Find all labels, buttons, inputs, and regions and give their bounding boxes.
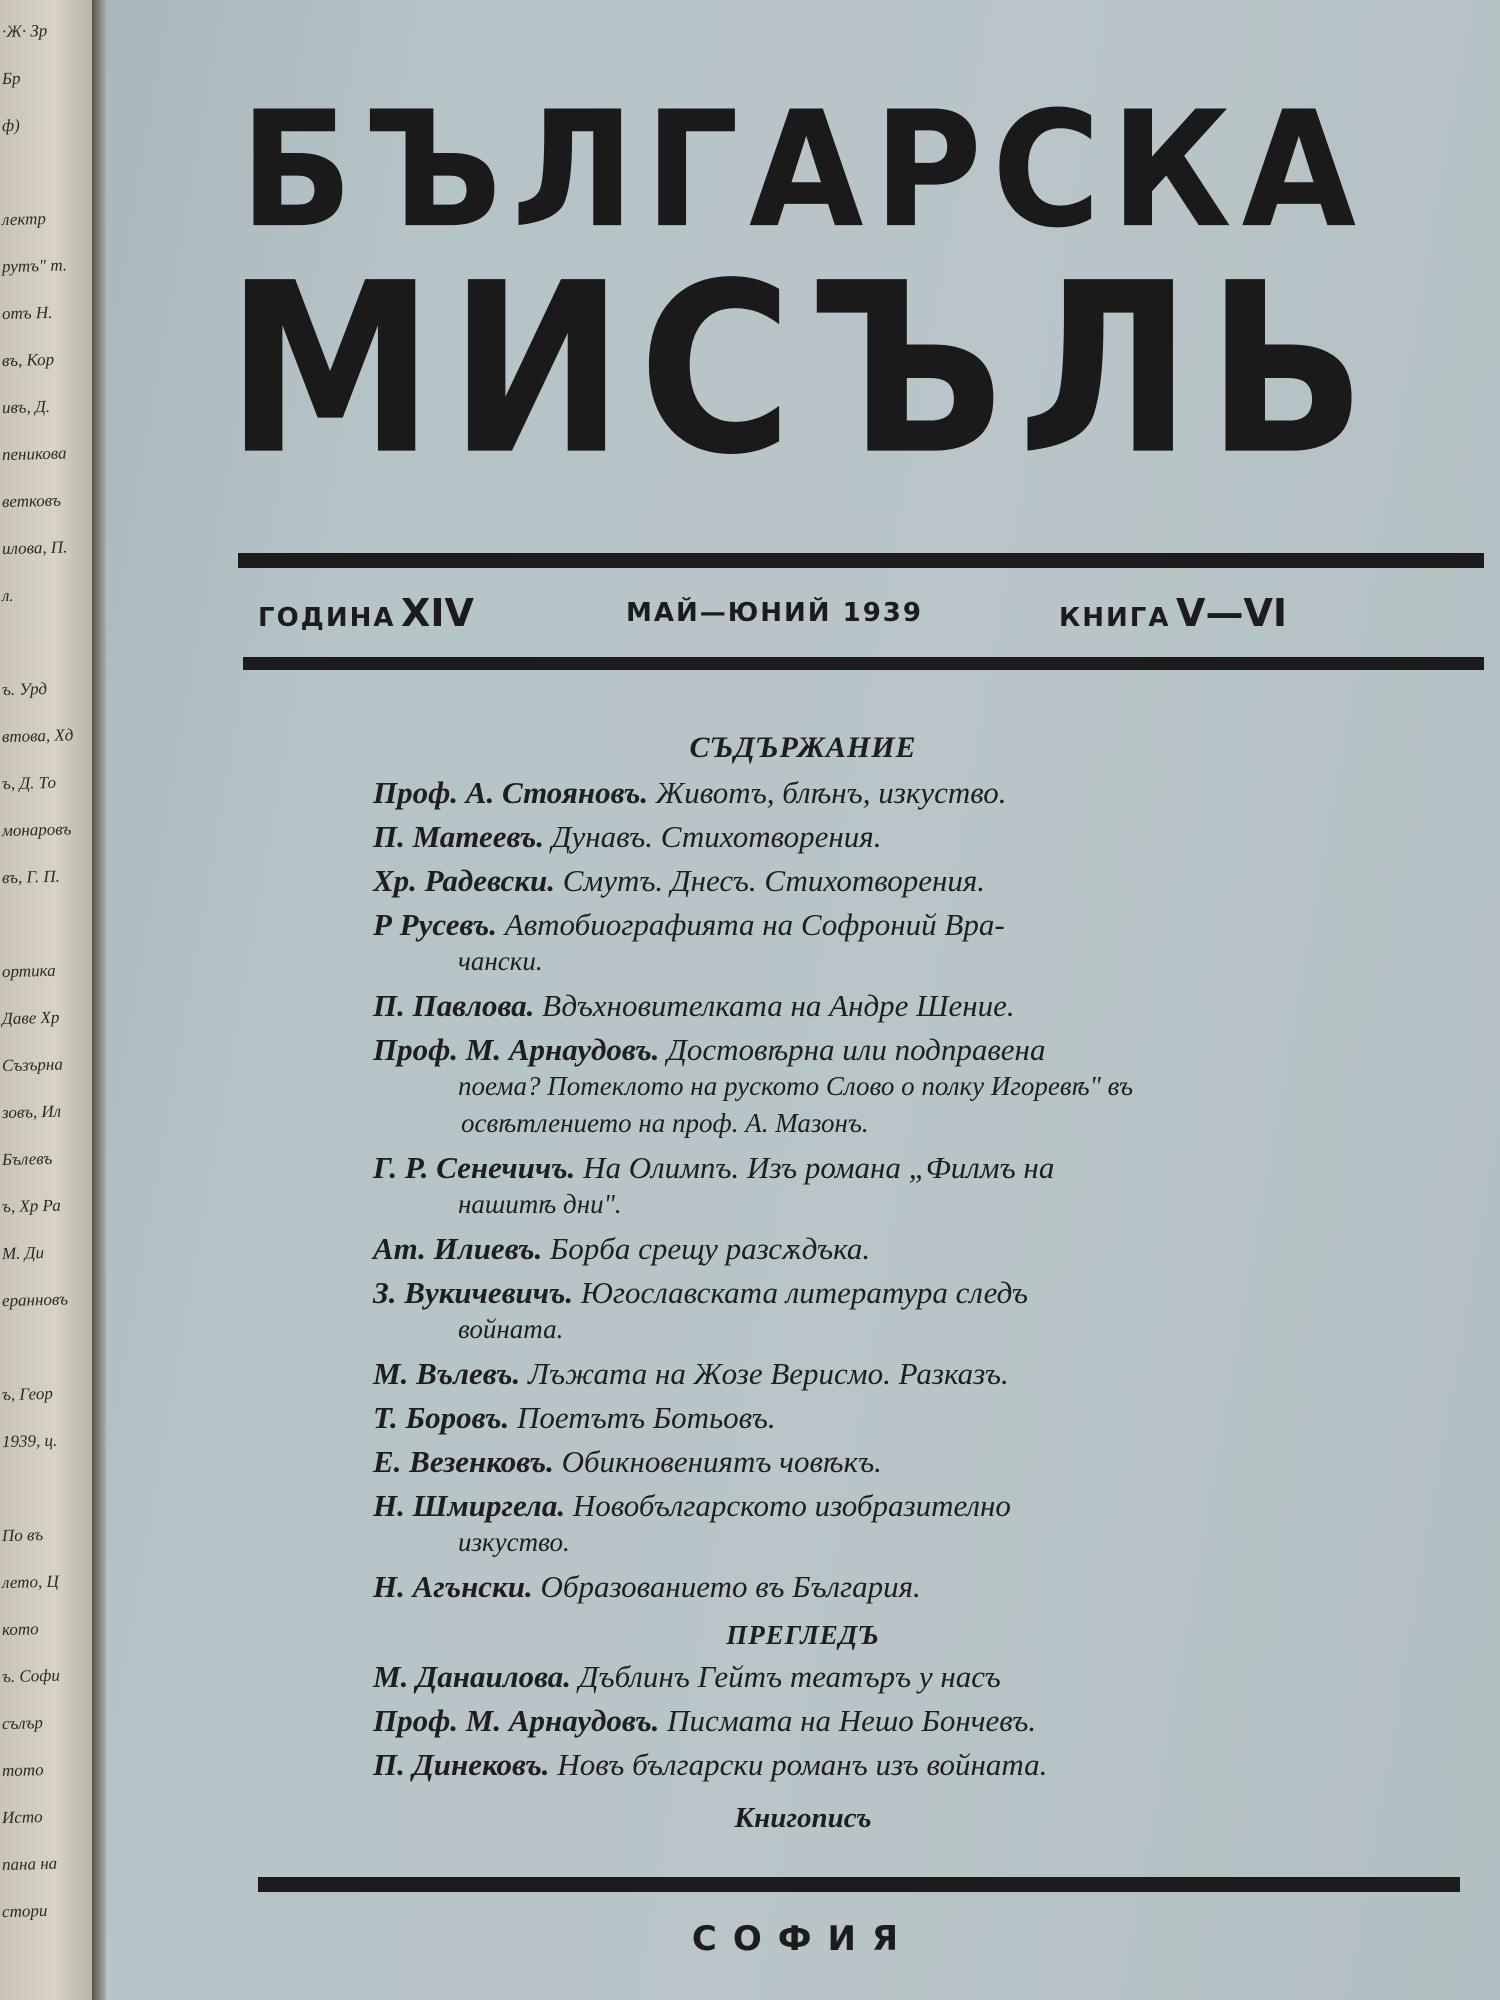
entry-title: Вдъхновителката на Андре Шение. xyxy=(542,988,1015,1023)
facing-page-text-fragment xyxy=(2,1335,90,1337)
contents-entry xyxy=(373,1487,1236,1568)
facing-page-text-fragment: л. xyxy=(1,585,14,606)
contents-entry xyxy=(373,1443,1236,1487)
entry-title: Смутъ. Днесъ. Стихотворения. xyxy=(562,863,986,898)
review-entry xyxy=(373,1702,1236,1746)
facing-page-text-fragment xyxy=(2,1476,90,1478)
facing-page-text-fragment: ивъ, Д. xyxy=(1,396,51,418)
facing-page-text-fragment: еранновъ xyxy=(1,1289,69,1311)
contents-entry xyxy=(373,774,1236,818)
facing-page-text-fragment: ф) xyxy=(1,115,20,136)
contents-entry xyxy=(373,1399,1236,1443)
entry-title: Поетътъ Ботьовъ. xyxy=(516,1400,776,1435)
facing-page-text-fragment: отъ Н. xyxy=(1,302,53,324)
facing-page-text-fragment: пана на xyxy=(1,1853,58,1875)
entry-author: М. Данаилова. xyxy=(373,1659,571,1694)
facing-page-text-fragment: ъ, Хр Ра xyxy=(1,1195,61,1217)
contents-entry xyxy=(373,1568,1236,1612)
entry-author: Н. Агънски. xyxy=(373,1569,533,1604)
facing-page-strip xyxy=(0,0,92,2000)
facing-page-text-fragment: ъ. Урд xyxy=(1,678,48,700)
magazine-cover xyxy=(106,0,1500,2000)
bottom-rule xyxy=(258,1877,1460,1892)
entry-continuation: нашитѣ дни". xyxy=(458,1189,622,1219)
issue-year xyxy=(258,585,474,649)
entry-title: Автобиографията на Софроний Вра- xyxy=(504,907,1005,942)
entry-author: П. Динековъ. xyxy=(373,1747,550,1782)
facing-page-text-fragment: ъ. Софи xyxy=(1,1665,61,1687)
entry-author: Р Русевъ. xyxy=(373,907,498,942)
review-entry xyxy=(373,1658,1236,1702)
facing-page-text-fragment: Даве Хр xyxy=(1,1007,60,1029)
facing-page-text-fragment: монаровъ xyxy=(1,819,72,841)
contents-list xyxy=(106,774,1500,1612)
facing-page-text-fragment: Съзърна xyxy=(1,1054,64,1076)
entry-title: Образованието въ България. xyxy=(540,1569,921,1604)
year-label: ГОДИНА xyxy=(258,603,396,633)
year-value: XIV xyxy=(401,591,474,635)
facing-page-text-fragment: пеникова xyxy=(1,443,67,465)
entry-title: Достовѣрна или подправена xyxy=(667,1032,1046,1067)
issue-date xyxy=(626,585,923,644)
facing-page-text-fragment: въ, Кор xyxy=(1,349,55,371)
entry-title: На Олимпъ. Изъ романа „Филмъ на xyxy=(583,1150,1055,1185)
entry-author: Е. Везенковъ. xyxy=(373,1444,554,1479)
table-of-contents xyxy=(106,722,1500,1846)
facing-page-text-fragment: лето, Ц xyxy=(1,1571,59,1593)
entry-author: Проф. М. Арнаудовъ. xyxy=(373,1032,660,1067)
entry-continuation: поема? Потеклото на руското Слово о полку Игоревѣ" въ освѣтлението на проф. А. Мазонъ. xyxy=(458,1071,1134,1138)
contents-entry xyxy=(373,1274,1236,1355)
contents-entry xyxy=(373,1149,1236,1230)
facing-page-text-fragment: ъ, Геор xyxy=(1,1383,54,1405)
entry-continuation: изкуство. xyxy=(458,1527,570,1557)
facing-page-text-fragment: сълър xyxy=(1,1713,44,1734)
facing-page-text-fragment: М. Ди xyxy=(1,1243,45,1264)
review-list xyxy=(106,1658,1500,1790)
facing-page-text-fragment: ъ, Д. То xyxy=(1,772,57,794)
contents-entry xyxy=(373,987,1236,1031)
facing-page-text-fragment: Бълевъ xyxy=(1,1148,53,1170)
book-gutter xyxy=(92,0,106,2000)
facing-page-text-fragment: 1939, ц. xyxy=(1,1430,58,1452)
entry-author: Т. Боровъ. xyxy=(373,1400,510,1435)
contents-entry xyxy=(373,862,1236,906)
title-line-1: БЪЛГАРСКА xyxy=(239,77,1367,263)
entry-author: Ат. Илиевъ. xyxy=(373,1231,543,1266)
facing-page-text-fragment: ортика xyxy=(1,960,56,982)
facing-page-text-fragment xyxy=(2,160,90,162)
facing-page-text-fragment: Исто xyxy=(1,1807,43,1828)
facing-page-text-fragment: рутъ" т. xyxy=(1,255,68,277)
entry-title: Писмата на Нешо Бончевъ. xyxy=(667,1703,1037,1738)
contents-entry xyxy=(373,1355,1236,1399)
issue-book xyxy=(1059,585,1287,649)
facing-page-text-fragment: Бр xyxy=(1,68,21,89)
facing-page-text-fragment: въ, Г. П. xyxy=(1,866,61,888)
entry-author: Проф. А. Стояновъ. xyxy=(373,775,649,810)
entry-title: Дунавъ. Стихотворения. xyxy=(551,819,882,854)
entry-title: Животъ, блѣнъ, изкуство. xyxy=(655,775,1007,810)
entry-title: Новобългарското изобразително xyxy=(572,1488,1011,1523)
entry-author: М. Вълевъ. xyxy=(373,1356,521,1391)
entry-title: Югославската литература следъ xyxy=(580,1275,1028,1310)
entry-continuation: войната. xyxy=(458,1314,564,1344)
facing-page-text-fragment: лектр xyxy=(1,209,47,230)
book-label: КНИГА xyxy=(1059,603,1171,633)
facing-page-text-fragment: По въ xyxy=(1,1525,44,1546)
facing-page-text-fragment xyxy=(2,630,90,632)
publication-city: СОФИЯ xyxy=(691,1919,915,1959)
entry-title: Лъжата на Жозе Верисмо. Разказъ. xyxy=(528,1356,1009,1391)
top-rule xyxy=(238,553,1484,568)
contents-entry xyxy=(373,818,1236,862)
entry-author: Г. Р. Сенечичъ. xyxy=(373,1150,576,1185)
facing-page-text-fragment: зовъ, Ил xyxy=(1,1101,62,1123)
contents-entry xyxy=(373,1031,1236,1149)
facing-page-text-fragment: ·Ж· Зр xyxy=(1,20,48,42)
book-value: V—VI xyxy=(1176,591,1288,635)
facing-page-text-fragment: илова, П. xyxy=(1,537,68,559)
entry-author: Хр. Радевски. xyxy=(373,863,555,898)
facing-page-text-fragment: кото xyxy=(1,1619,39,1640)
entry-title: Обикновениятъ човѣкъ. xyxy=(561,1444,882,1479)
title-line-2: МИСЪЛЬ xyxy=(225,232,1381,507)
entry-author: П. Матеевъ. xyxy=(373,819,544,854)
review-entry xyxy=(373,1746,1236,1790)
facing-page-text-fragment: тото xyxy=(1,1760,44,1781)
contents-entry xyxy=(373,1230,1236,1274)
facing-page-text-fragment: стори xyxy=(1,1900,48,1922)
facing-page-text-fragment: ветковъ xyxy=(1,490,61,512)
middle-rule xyxy=(243,657,1484,670)
entry-author: П. Павлова. xyxy=(373,988,535,1023)
contents-heading: СЪДЪРЖАНИЕ xyxy=(689,731,917,764)
facing-page-text-fragment: втова, Хд xyxy=(1,725,74,747)
date-text: МАЙ—ЮНИЙ 1939 xyxy=(626,598,923,628)
bibliography-heading: Книгописъ xyxy=(734,1802,872,1834)
entry-title: Дъблинъ Гейтъ театъръ у насъ xyxy=(578,1659,1001,1694)
entry-author: Проф. М. Арнаудовъ. xyxy=(373,1703,660,1738)
entry-title: Борба срещу разсѫдъка. xyxy=(549,1231,871,1266)
entry-title: Новъ български романъ изъ войната. xyxy=(557,1747,1048,1782)
entry-author: З. Вукичевичъ. xyxy=(373,1275,574,1310)
review-heading: ПРЕГЛЕДЪ xyxy=(726,1620,880,1650)
entry-author: Н. Шмиргела. xyxy=(373,1488,566,1523)
contents-entry xyxy=(373,906,1236,987)
facing-page-text-fragment xyxy=(2,912,90,914)
entry-continuation: чански. xyxy=(458,946,543,976)
